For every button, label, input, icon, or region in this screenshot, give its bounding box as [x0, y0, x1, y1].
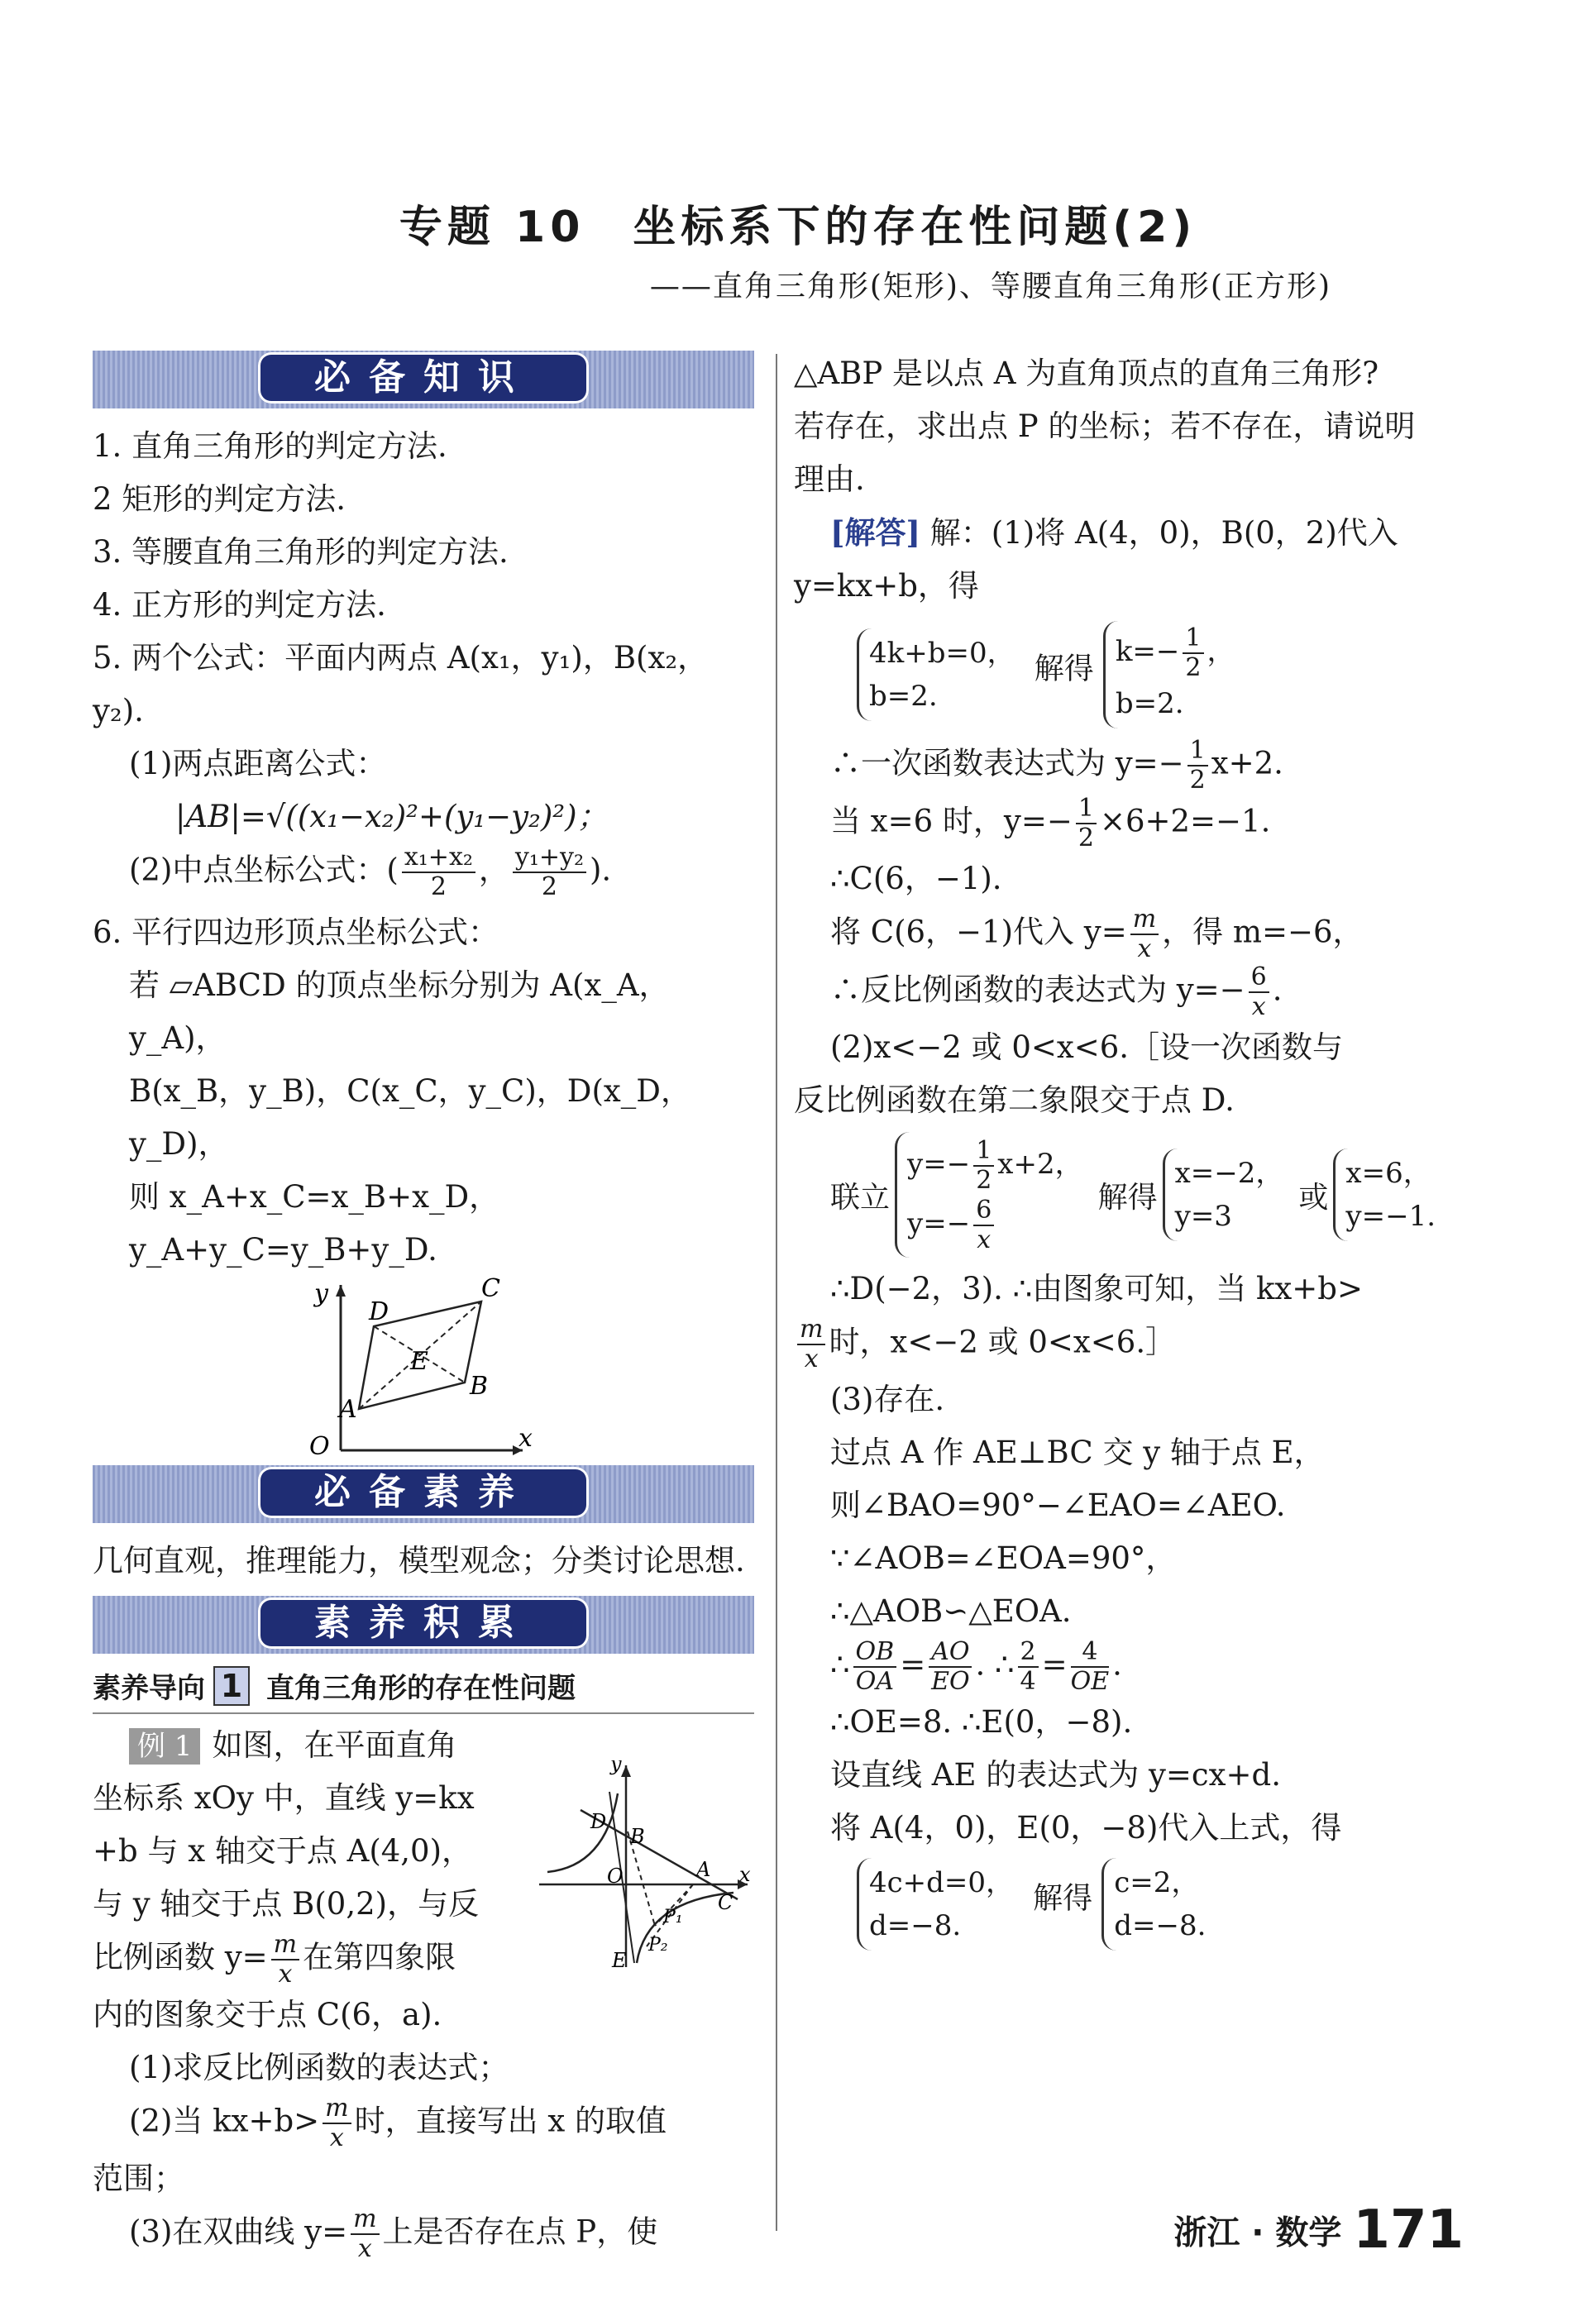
solution-line [794, 506, 1472, 560]
equation: b=2. [1115, 687, 1184, 720]
text-span: 联立 [830, 1180, 891, 1215]
solution-line: ∴ $\frac{OB}{OA}$ = $\frac{AO}{EO}$ . ∴ $\frac{2}{4}$ = $\frac{4}{OE}$ . [830, 1637, 1122, 1696]
text-span: ∴ [995, 1646, 1015, 1683]
distance-label: (1)两点距离公式： [129, 746, 387, 781]
fraction [1249, 963, 1269, 1021]
numerator: m [271, 1931, 299, 1960]
solution-line [794, 737, 1472, 795]
example-block [93, 1719, 754, 2263]
denominator: 2 [976, 1166, 992, 1195]
knowledge-item: 3. 等腰直角三角形的判定方法. [93, 534, 509, 570]
midpoint-end: ). [589, 852, 612, 888]
page-subtitle: ——直角三角形(矩形)、等腰直角三角形(正方形) [649, 270, 1331, 303]
point-b-label: B [470, 1372, 489, 1401]
question-2 [93, 2094, 754, 2152]
parallelogram-line: 则 x_A+x_C=x_B+x_D，y_A+y_C=y_B+y_D. [129, 1179, 500, 1268]
numerator: 6 [973, 1196, 994, 1226]
denominator: x [804, 1344, 819, 1373]
text-span: 时，x<−2 或 0<x<6.］ [829, 1324, 1177, 1360]
solution-line: (2)x<−2 或 0<x<6.［设一次函数与 [830, 1029, 1344, 1065]
y-axis-label: y [314, 1279, 328, 1308]
solution-line: ∴△AOB∽△EOA. [830, 1593, 1072, 1629]
midpoint-formula: (2)中点坐标公式：( $\frac{\text{x₁+x₂}}{2}$ ， $\frac{\text{y₁+y₂}}{2}$ ). [129, 843, 612, 901]
solution-line: y=kx+b，得 [794, 568, 979, 604]
solve-word: 解得 [1034, 652, 1094, 686]
knowledge-item: 4. 正方形的判定方法. [93, 587, 386, 623]
numerator: 4 [1071, 1638, 1110, 1668]
text-span: 时，直接写出 x 的取值 [354, 2103, 667, 2139]
point-c-label: C [718, 1891, 733, 1914]
fraction [323, 2094, 351, 2152]
equation: b=2. [869, 680, 938, 713]
solution-line: 设直线 AE 的表达式为 y=cx+d. [830, 1757, 1281, 1793]
fraction [513, 843, 586, 901]
footer-subject: 浙江 · 数学 [1173, 2214, 1342, 2252]
question-3 [93, 2205, 754, 2263]
equation: c=2， [1114, 1866, 1200, 1899]
x-axis-label: x [739, 1863, 751, 1886]
point-a-label: A [696, 1858, 711, 1881]
numerator: m [323, 2094, 351, 2124]
solution-line [794, 963, 1472, 1021]
example-text: 与 y 轴交于点 B(0,2)，与反 [93, 1886, 480, 1922]
brace-group [1101, 1858, 1216, 1951]
parallelogram-line: B(x_B，y_B)，C(x_C，y_C)，D(x_D，y_D)， [129, 1073, 691, 1162]
text-span: 比例函数 y= [93, 1939, 268, 1975]
solution-line: 则∠BAO=90°−∠EAO=∠AEO. [830, 1488, 1286, 1523]
knowledge-item: 2 矩形的判定方法. [93, 481, 346, 517]
knowledge-item: 1. 直角三角形的判定方法. [93, 428, 447, 464]
numerator: 1 [1187, 737, 1208, 767]
text-span: 或 [1298, 1180, 1329, 1215]
text-span: ∴反比例函数的表达式为 y=− [830, 972, 1245, 1008]
x-axis-label: x [518, 1424, 533, 1453]
solution-line: (3)存在. [830, 1382, 945, 1417]
point-c-label: C [481, 1277, 500, 1303]
section-bar-knowledge [93, 351, 754, 408]
fraction [402, 843, 475, 901]
numerator: 1 [1183, 624, 1203, 654]
fraction [973, 1196, 994, 1254]
topic-heading [93, 1665, 754, 1714]
denominator: x [1251, 992, 1266, 1021]
fraction [1018, 1638, 1039, 1696]
answer-tag: [解答] [830, 514, 921, 551]
numerator: m [1130, 905, 1159, 935]
brace-group [1163, 1149, 1294, 1241]
text-span: ∴ [830, 1646, 850, 1683]
section-label: 必备素养 [258, 1467, 589, 1518]
question-2-cont: 范围； [93, 2161, 184, 2196]
text-span: 将 C(6，−1)代入 y= [830, 914, 1127, 950]
denominator: OE [1070, 1667, 1110, 1696]
question-text: △ABP 是以点 A 为直角顶点的直角三角形? [794, 356, 1379, 391]
numerator: m [351, 2205, 379, 2235]
solution-line: ∴OE=8. ∴E(0，−8). [830, 1704, 1133, 1740]
fraction [271, 1931, 299, 1989]
point-p2-label: P₂ [648, 1935, 668, 1956]
text-span: ∴一次函数表达式为 y=− [830, 745, 1184, 781]
numerator: 1 [973, 1137, 994, 1167]
fraction [1187, 737, 1208, 795]
solution-line: ∴D(−2，3). ∴由图象可知，当 kx+b> [830, 1271, 1363, 1306]
distance-formula: |AB|=√((x₁−x₂)²+(y₁−y₂)²)； [175, 799, 608, 834]
text-span: ×6+2=−1. [1099, 803, 1271, 839]
page-footer [1173, 2199, 1464, 2261]
numerator: AO [929, 1638, 972, 1668]
numerator: 1 [1076, 795, 1097, 824]
denominator: x [278, 1960, 293, 1989]
point-e-label: E [612, 1949, 627, 1972]
equation: y=3 [1174, 1200, 1232, 1233]
knowledge-item: 6. 平行四边形顶点坐标公式： [93, 915, 499, 950]
parallelogram-diagram [93, 1277, 754, 1459]
numerator: x₁+x₂ [402, 843, 475, 873]
fraction [973, 1137, 994, 1195]
origin-label: O [607, 1865, 624, 1888]
numerator: y₁+y₂ [513, 843, 586, 873]
example-text: +b 与 x 轴交于点 A(4,0)， [93, 1833, 473, 1869]
page-title: 专题 10 坐标系下的存在性问题(2) [399, 203, 1197, 252]
denominator: 2 [1185, 653, 1202, 682]
right-column [794, 347, 1472, 1951]
denominator: x [357, 2234, 372, 2263]
section-label: 必备知识 [258, 352, 589, 404]
fraction [929, 1638, 972, 1696]
solution-line: ∴C(6，−1). [830, 861, 1002, 896]
point-b-label: B [630, 1825, 645, 1848]
numerator: 2 [1018, 1638, 1039, 1668]
equation: k=− [1115, 635, 1180, 668]
midpoint-label: (2)中点坐标公式：( [129, 852, 399, 888]
text-span: (3)在双曲线 y= [129, 2214, 348, 2250]
denominator: x [1137, 934, 1152, 963]
knowledge-item: 5. 两个公式：平面内两点 A(x₁，y₁)，B(x₂，y₂). [93, 640, 709, 728]
question-1: (1)求反比例函数的表达式； [129, 2050, 509, 2085]
text-span: 上是否存在点 P，使 [382, 2214, 658, 2250]
text-span: 在第四象限 [303, 1939, 456, 1975]
topic-label: 素养导向 [93, 1672, 205, 1705]
text-span: ，得 m=−6， [1162, 914, 1364, 950]
denominator: OA [855, 1667, 894, 1696]
denominator: 2 [430, 872, 447, 901]
equation: d=−8. [1114, 1909, 1207, 1942]
brace-group [857, 628, 1025, 721]
solution-line [794, 905, 1472, 963]
fraction [797, 1316, 825, 1373]
equation: x=−2， [1174, 1157, 1284, 1190]
point-p1-label: P₁ [663, 1907, 683, 1927]
equation: y=−1. [1345, 1200, 1436, 1233]
solution-line [794, 795, 1472, 852]
solution-line: 将 A(4，0)，E(0，−8)代入上式，得 [830, 1810, 1342, 1846]
equation: x=6， [1345, 1157, 1431, 1190]
fraction [1130, 905, 1159, 963]
fraction [351, 2205, 379, 2263]
equation-system-3 [852, 1858, 1472, 1951]
point-d-label: D [590, 1810, 607, 1833]
text-span: 当 x=6 时，y=− [830, 803, 1073, 839]
section-label: 素养积累 [258, 1597, 589, 1649]
topic-title: 直角三角形的存在性问题 [266, 1672, 576, 1705]
question-text: 若存在，求出点 P 的坐标；若不存在，请说明 [794, 408, 1416, 444]
solution-line [794, 1316, 1472, 1373]
denominator: 4 [1020, 1667, 1036, 1696]
example-text: 如图，在平面直角 [212, 1727, 457, 1763]
solve-word: 解得 [1033, 1881, 1093, 1916]
denominator: 2 [1189, 766, 1206, 795]
y-axis-label: y [610, 1760, 622, 1775]
solution-line: 过点 A 作 AE⊥BC 交 y 轴于点 E， [830, 1435, 1325, 1470]
left-column [93, 347, 754, 2263]
point-d-label: D [369, 1297, 389, 1326]
denominator: 2 [541, 872, 557, 901]
text-span: x+2. [1211, 745, 1283, 781]
equation-system-1 [852, 621, 1472, 728]
parallelogram-line: 若 ▱ABCD 的顶点坐标分别为 A(x_A，y_A)， [129, 967, 670, 1056]
text-span: y=− [907, 1207, 971, 1240]
denominator: EO [931, 1667, 970, 1696]
text-span: 解：(1)将 A(4，0)，B(0，2)代入 [929, 515, 1398, 551]
origin-label: O [309, 1432, 330, 1459]
equation: d=−8. [869, 1909, 962, 1942]
example-tag: 例 1 [129, 1728, 200, 1765]
example-text: 内的图象交于点 C(6，a). [93, 1997, 442, 2032]
equation-system-2 [830, 1132, 1472, 1258]
solve-word: 解得 [1097, 1180, 1158, 1215]
brace-group [1103, 621, 1245, 728]
numerator: 6 [1249, 963, 1269, 993]
section-bar-literacy [93, 1465, 754, 1523]
text-span: ， [1207, 635, 1235, 668]
text-span: x+2， [997, 1148, 1083, 1181]
topic-number: 1 [213, 1666, 250, 1706]
point-a-label: A [339, 1395, 357, 1424]
text-span: . [1272, 972, 1283, 1008]
brace-group [895, 1132, 1093, 1258]
brace-group [1333, 1149, 1445, 1241]
brace-group [857, 1858, 1024, 1951]
denominator: 2 [1078, 824, 1094, 852]
fraction [1076, 795, 1097, 852]
literacy-text: 几何直观，推理能力，模型观念；分类讨论思想. [93, 1543, 745, 1578]
point-e-label: E [410, 1347, 428, 1376]
fraction [1071, 1638, 1110, 1696]
column-divider [776, 354, 777, 2231]
denominator: x [329, 2123, 344, 2152]
example-text: 坐标系 xOy 中，直线 y=kx [93, 1780, 475, 1816]
page-number: 171 [1353, 2199, 1464, 2261]
numerator: OB [853, 1638, 897, 1668]
question-text: 理由. [794, 461, 865, 497]
text-span: (2)当 kx+b> [129, 2103, 320, 2139]
section-bar-accumulate [93, 1596, 754, 1654]
denominator: x [977, 1225, 992, 1254]
solution-line: ∵∠AOB=∠EOA=90°， [830, 1540, 1177, 1576]
fraction [1183, 624, 1203, 682]
fraction [853, 1638, 897, 1696]
function-graph [531, 1760, 754, 1975]
solution-line: 反比例函数在第二象限交于点 D. [794, 1082, 1235, 1118]
equation: 4k+b=0， [869, 637, 1015, 670]
text-span: y=− [907, 1148, 971, 1181]
equation: 4c+d=0， [869, 1866, 1015, 1899]
numerator: m [797, 1316, 825, 1345]
